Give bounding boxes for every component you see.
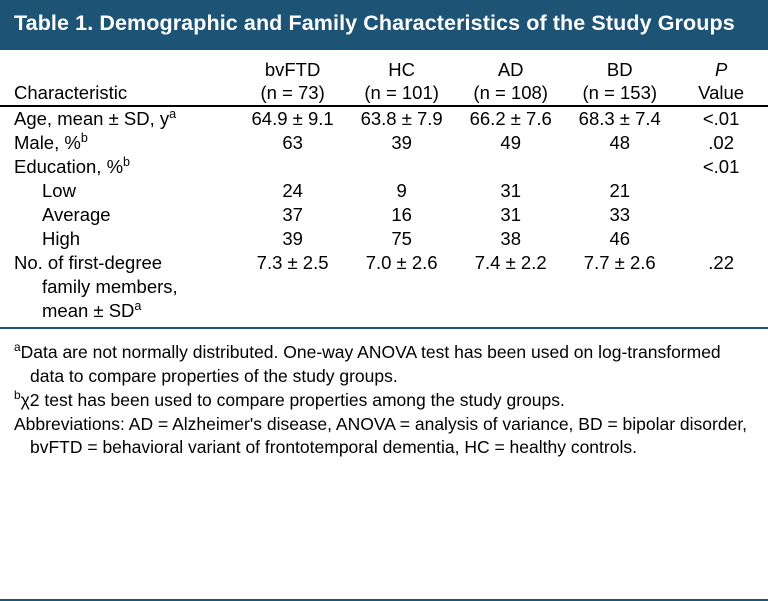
cell-p-value: .22 bbox=[708, 252, 734, 274]
cell-p-value bbox=[674, 227, 768, 251]
footnote-divider bbox=[0, 327, 768, 329]
cell-p-value: <.01 bbox=[702, 155, 740, 177]
footnotes bbox=[0, 335, 768, 459]
cell-p-value: .02 bbox=[708, 131, 734, 153]
row-label: Male, %$^b$ bbox=[14, 130, 88, 153]
cell-ad: 31 bbox=[500, 180, 521, 201]
cell-ad: 7.4 ± 2.2 bbox=[474, 252, 547, 274]
cell-bvftd: 24 bbox=[282, 180, 303, 201]
cell-p-value: <.01 bbox=[702, 107, 740, 129]
cell-bvftd: 64.9 ± 9.1 bbox=[251, 107, 334, 129]
row-label: Education, %$^b$ bbox=[14, 154, 131, 177]
table-header bbox=[0, 50, 768, 106]
cell-bd: 33 bbox=[609, 204, 631, 226]
table-row bbox=[0, 179, 768, 203]
cell-bvftd bbox=[238, 155, 347, 179]
table-row bbox=[0, 131, 768, 155]
cell-bd: 21 bbox=[609, 180, 631, 201]
cell-ad: 66.2 ± 7.6 bbox=[469, 107, 552, 129]
row-label: Average bbox=[42, 204, 111, 226]
cell-ad bbox=[456, 155, 565, 179]
column-header-characteristic: Characteristic bbox=[0, 50, 238, 106]
table-row bbox=[0, 203, 768, 227]
row-label: Low bbox=[42, 180, 76, 201]
cell-bd: 68.3 ± 7.4 bbox=[578, 107, 661, 129]
cell-hc: 9 bbox=[396, 180, 407, 201]
footnote-a: $^a$Data are not normally distributed. One-way ANOVA test has been used on log-transformed data to compare properties of the study groups. bbox=[14, 340, 721, 386]
cell-bd: 7.7 ± 2.6 bbox=[583, 252, 656, 274]
cell-bvftd: 37 bbox=[282, 204, 303, 226]
table-row bbox=[0, 227, 768, 251]
cell-bvftd: 7.3 ± 2.5 bbox=[256, 252, 329, 274]
cell-ad: 31 bbox=[500, 204, 521, 226]
cell-bd: 48 bbox=[609, 131, 631, 153]
table-row bbox=[0, 251, 768, 323]
cell-p-value bbox=[674, 203, 768, 227]
cell-hc: 39 bbox=[391, 131, 412, 153]
cell-p-value bbox=[674, 179, 768, 203]
cell-hc: 7.0 ± 2.6 bbox=[365, 252, 438, 274]
footnote-abbreviations: Abbreviations: AD = Alzheimer's disease, ANOVA = analysis of variance, BD = bipolar disorder, bvFTD = behavioral variant of frontotemporal dementia, HC = healthy controls. bbox=[14, 414, 748, 458]
footnote-b: $^b$χ2 test has been used to compare properties among the study groups. bbox=[14, 387, 565, 410]
cell-bd bbox=[565, 155, 674, 179]
cell-bvftd: 63 bbox=[282, 131, 303, 153]
cell-bvftd: 39 bbox=[282, 228, 303, 250]
column-header-hc: HC (n = 101) bbox=[347, 50, 456, 106]
column-header-bvftd: bvFTD (n = 73) bbox=[238, 50, 347, 106]
cell-ad: 49 bbox=[500, 131, 521, 153]
cell-hc: 75 bbox=[391, 228, 412, 250]
row-label: Age, mean ± SD, $y^a$ bbox=[14, 106, 177, 129]
column-header-bd: BD (n = 153) bbox=[565, 50, 674, 106]
table-row bbox=[0, 106, 768, 131]
column-header-ad: AD (n = 108) bbox=[456, 50, 565, 106]
row-label: No. of first-degree family members, mean ± $SD^a$ bbox=[14, 252, 178, 322]
cell-ad: 38 bbox=[500, 228, 521, 250]
cell-hc bbox=[347, 155, 456, 179]
cell-hc: 16 bbox=[391, 204, 412, 226]
demographics-table bbox=[0, 50, 768, 324]
table-row bbox=[0, 155, 768, 179]
table-title: Table 1. Demographic and Family Characteristics of the Study Groups bbox=[0, 0, 768, 50]
table-body bbox=[0, 106, 768, 323]
cell-hc: 63.8 ± 7.9 bbox=[360, 107, 443, 129]
row-label: High bbox=[42, 228, 81, 250]
cell-bd: 46 bbox=[609, 228, 631, 250]
column-header-p-value: P Value bbox=[674, 50, 768, 106]
